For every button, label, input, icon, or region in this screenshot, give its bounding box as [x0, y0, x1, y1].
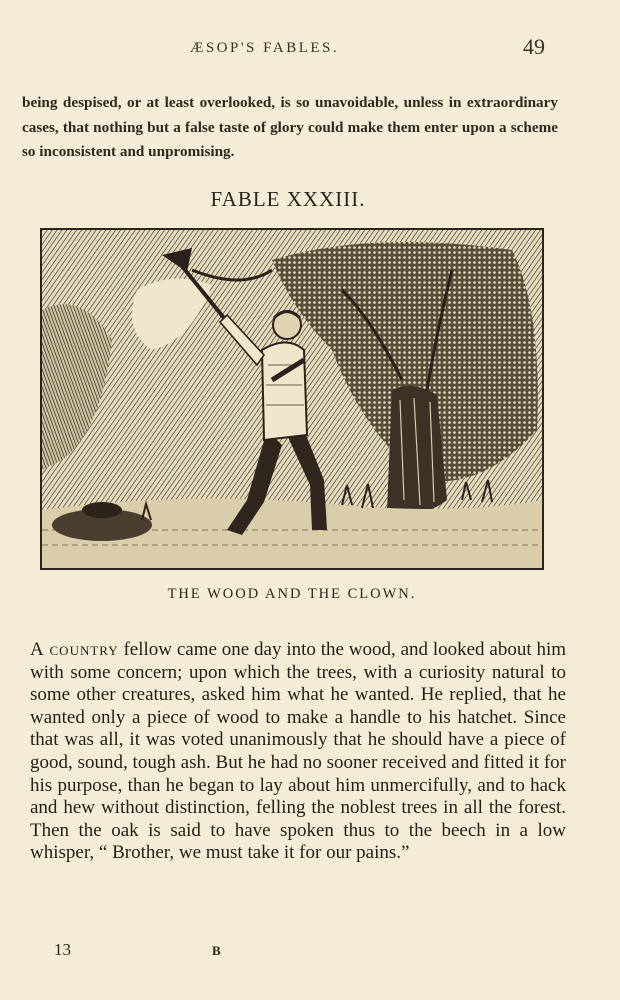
fable-title: FABLE XXXIII. — [210, 187, 366, 211]
woodcut-illustration — [40, 228, 544, 570]
intro-paragraph: being despised, or at least overlooked, is so unavoidable, unless in extraordinary cases, that nothing but a false taste of glory could make them enter upon a scheme so inconsistent and unpromising. — [22, 94, 558, 161]
page-number: 49 — [523, 34, 545, 59]
signature-number: 13 — [54, 940, 71, 959]
fable-body — [30, 639, 566, 865]
signature-letter: B — [212, 943, 221, 958]
opening-small-caps: A country — [30, 639, 119, 660]
fable-body-text: fellow came one day into the wood, and looked about him with some concern; upon which the trees, with a curiosity natural to some other creatures, asked him what he wanted. He replied, that he wanted only a piece of wood to make a handle to his hatchet. Since that was all, it was voted unanimously that he should have a piece of good, sound, tough ash. But he had no sooner received and fitted it for his purpose, than he began to lay about him unmercifully, and to hack and hew without distinction, felling the noblest trees in all the forest. Then the oak is said to have spoken thus to the beech in a low whisper, “ Brother, we must take it for our pains.” — [30, 639, 567, 864]
fable-caption: THE WOOD AND THE CLOWN. — [167, 586, 417, 602]
woodcut-image — [42, 230, 542, 568]
running-head — [0, 34, 620, 60]
running-title: ÆSOP'S FABLES. — [190, 40, 340, 56]
